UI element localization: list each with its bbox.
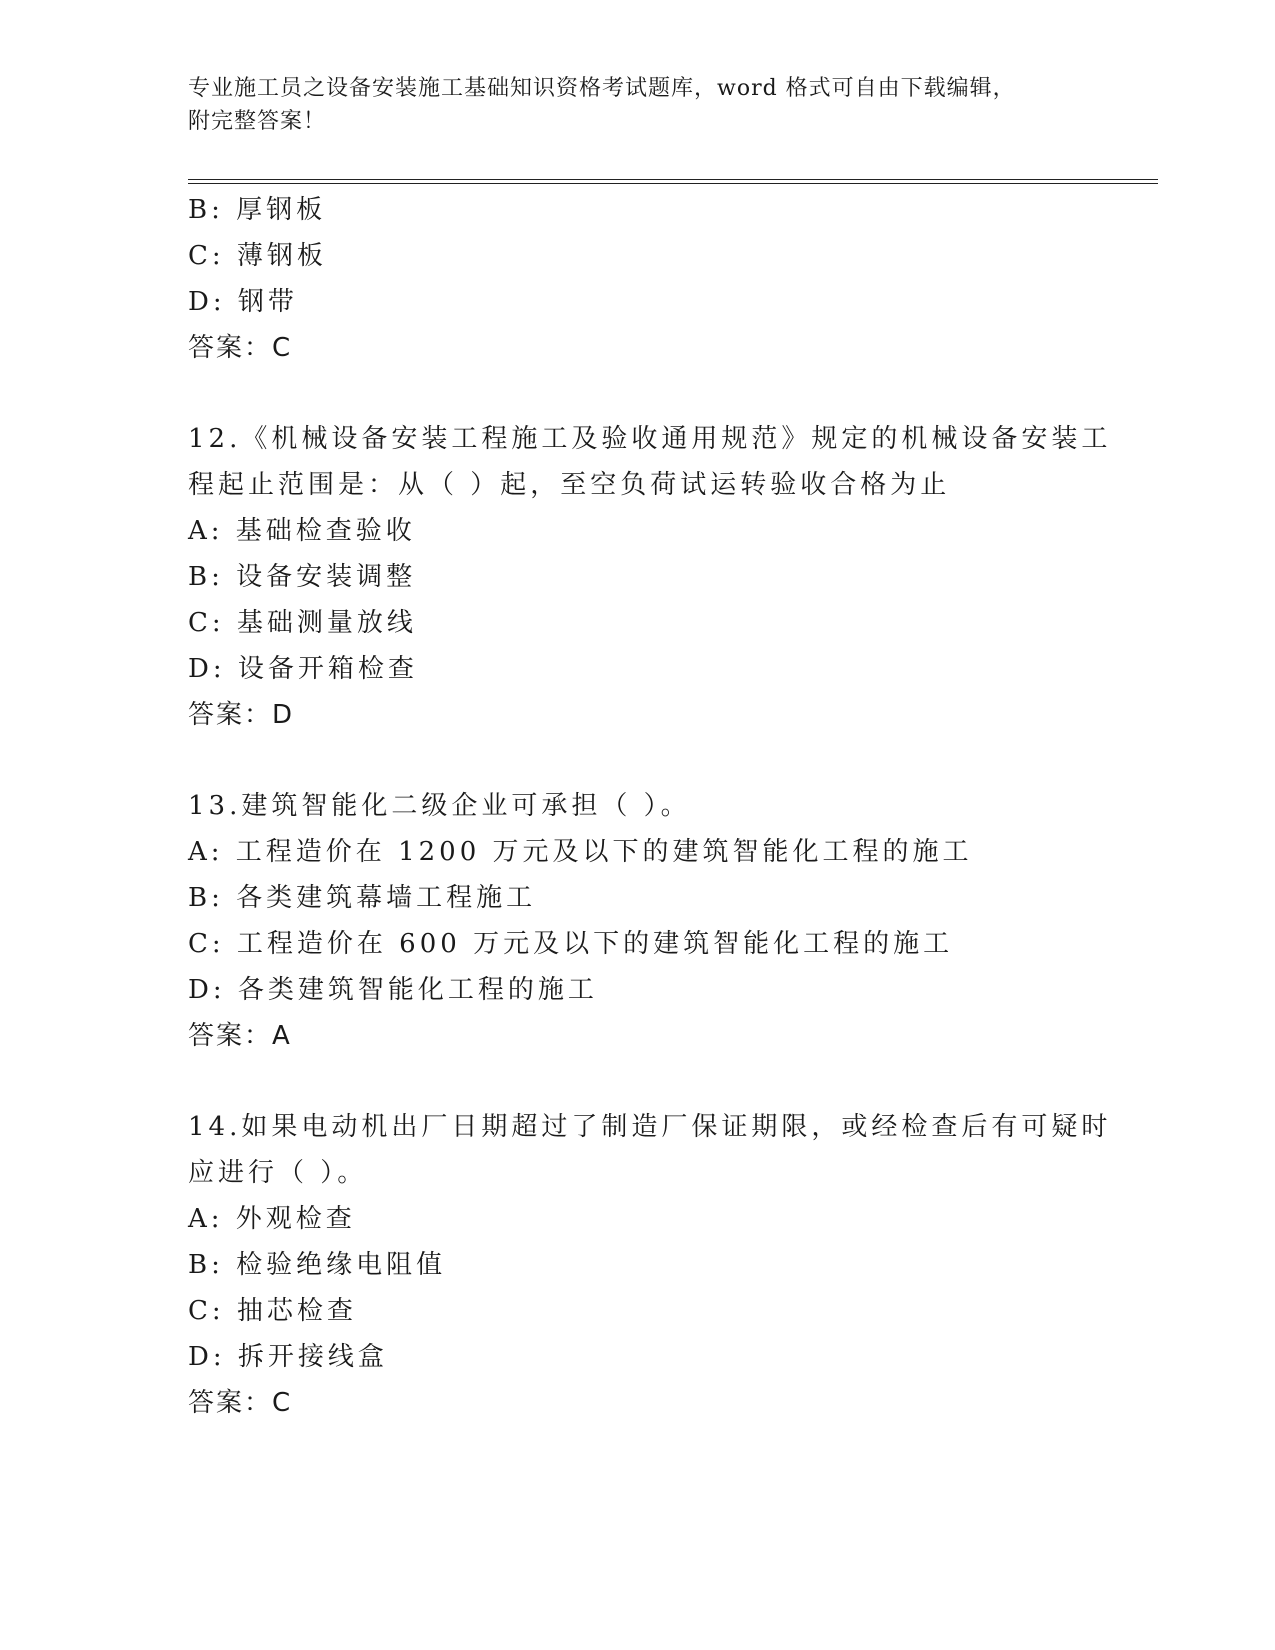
question-stem-continued: 程起止范围是：从（ ）起，至空负荷试运转验收合格为止	[188, 470, 951, 500]
question-stem: 14.如果电动机出厂日期超过了制造厂保证期限，或经检查后有可疑时	[188, 1112, 1112, 1142]
question-13	[188, 783, 1088, 1059]
question-stem: 13.建筑智能化二级企业可承担（ ）。	[188, 791, 691, 821]
option-c: C: 工程造价在 600 万元及以下的建筑智能化工程的施工	[188, 929, 954, 959]
option-d: D: 各类建筑智能化工程的施工	[188, 975, 598, 1005]
header-divider-bottom	[188, 183, 1158, 184]
option-b: B: 各类建筑幕墙工程施工	[188, 883, 537, 913]
header-line-1: 专业施工员之设备安装施工基础知识资格考试题库，word 格式可自由下载编辑，	[188, 76, 1016, 101]
question-14	[188, 1104, 1112, 1426]
option-c: C: 抽芯检查	[188, 1296, 357, 1326]
option-d: D: 设备开箱检查	[188, 654, 418, 684]
option-a: A: 工程造价在 1200 万元及以下的建筑智能化工程的施工	[188, 837, 973, 867]
option-c: C: 薄钢板	[188, 241, 327, 271]
option-c: C: 基础测量放线	[188, 608, 417, 638]
answer: 答案：A	[188, 1021, 292, 1051]
question-11	[188, 187, 1088, 371]
question-spacer	[188, 1059, 1088, 1104]
option-b: B: 检验绝缘电阻值	[188, 1250, 447, 1280]
question-spacer	[188, 371, 1088, 416]
option-a: A: 外观检查	[188, 1204, 356, 1234]
question-list	[188, 187, 1112, 1426]
question-12	[188, 416, 1112, 738]
answer: 答案：D	[188, 700, 295, 730]
document-header	[188, 72, 1088, 138]
option-a: A: 基础检查验收	[188, 516, 416, 546]
answer: 答案：C	[188, 1388, 293, 1418]
option-d: D: 拆开接线盒	[188, 1342, 388, 1372]
question-stem: 12.《机械设备安装工程施工及验收通用规范》规定的机械设备安装工	[188, 424, 1112, 454]
header-line-2: 附完整答案！	[188, 109, 327, 134]
answer: 答案：C	[188, 333, 293, 363]
question-spacer	[188, 738, 1088, 783]
header-divider-top	[188, 179, 1158, 180]
option-b: B: 设备安装调整	[188, 562, 417, 592]
option-b: B: 厚钢板	[188, 195, 327, 225]
question-stem-continued: 应进行（ ）。	[188, 1158, 368, 1188]
option-d: D: 钢带	[188, 287, 298, 317]
